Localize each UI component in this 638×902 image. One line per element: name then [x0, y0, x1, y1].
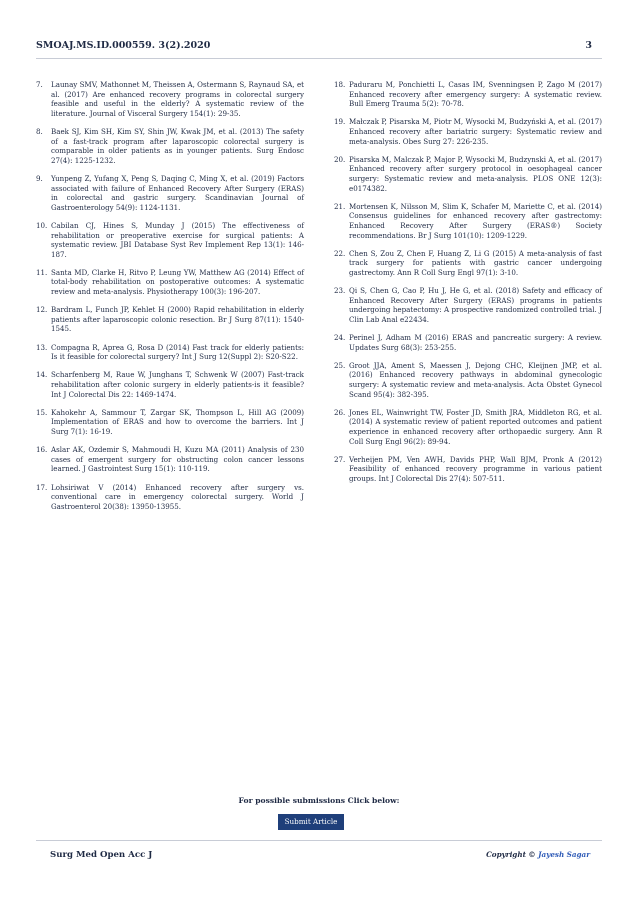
reference-item — [334, 155, 602, 193]
reference-number: 7. — [36, 80, 43, 89]
reference-item — [334, 202, 602, 240]
reference-number: 17. — [36, 482, 48, 492]
reference-item — [36, 370, 304, 399]
page-header — [36, 40, 592, 51]
reference-item — [36, 127, 304, 165]
reference-item — [36, 408, 304, 437]
reference-number: 15. — [36, 407, 48, 417]
header-divider — [36, 58, 602, 59]
reference-text: Mortensen K, Nilsson M, Slim K, Schafer M, Mariette C, et al. (2014) Consensus guidelines for enhanced recovery after gastrectomy: Enhanced Recovery After Surgery (ERAS®) Society recommendations. Br J Surg 101(10): 1209-1229. — [349, 201, 602, 240]
reference-item — [334, 455, 602, 484]
copyright-notice — [486, 850, 590, 859]
reference-item — [334, 117, 602, 146]
reference-text: Verheijen PM, Ven AWH, Davids PHP, Wall BJM, Pronk A (2012) Feasibility of enhanced recovery programme in various patient groups. Int J Colorectal Dis 27(4): 507-511. — [349, 454, 602, 483]
reference-number: 20. — [334, 154, 346, 164]
document-id: SMOAJ.MS.ID.000559. 3(2).2020 — [36, 40, 211, 51]
copyright-prefix: Copyright © — [486, 850, 536, 859]
reference-number: 19. — [334, 117, 346, 127]
reference-item — [36, 483, 304, 512]
reference-item — [36, 268, 304, 297]
reference-item — [334, 80, 602, 109]
references-left-column — [36, 80, 304, 520]
reference-text: Yunpeng Z, Yufang X, Peng S, Daqing C, Ming X, et al. (2019) Factors associated with failure of Enhanced Recovery After Surgery (ERAS) in colorectal and gastric surgery. Scandinavian Journal of Gastroenterology 54(9): 1124-1131. — [51, 173, 304, 212]
references-right-column — [334, 80, 602, 520]
reference-number: 25. — [334, 360, 346, 370]
reference-item — [334, 286, 602, 324]
footer-divider — [36, 840, 602, 841]
reference-text: Baek SJ, Kim SH, Kim SY, Shin JW, Kwak JM, et al. (2013) The safety of a fast-track program after laparoscopic colorectal surgery is comparable in older patients as in younger patients. Surg Endosc 27(4): 1225-1232. — [51, 126, 304, 165]
reference-text: Compagna R, Aprea G, Rosa D (2014) Fast track for elderly patients: Is it feasible for colorectal surgery? Int J Surg 12(Suppl 2): S20-S22. — [51, 342, 304, 362]
reference-item — [334, 361, 602, 399]
reference-number: 23. — [334, 286, 346, 296]
reference-number: 24. — [334, 333, 346, 343]
reference-number: 18. — [334, 80, 346, 89]
reference-text: Scharfenberg M, Raue W, Junghans T, Schwenk W (2007) Fast-track rehabilitation after colonic surgery in elderly patients-is it feasible? Int J Colorectal Dis 22: 1469-1474. — [51, 370, 304, 399]
submission-prompt: For possible submissions Click below: — [238, 796, 400, 805]
reference-text: Paduraru M, Ponchietti L, Casas IM, Svenningsen P, Zago M (2017) Enhanced recovery after emergency surgery: A systematic review. Bull Emerg Trauma 5(2): 70-78. — [349, 80, 602, 109]
reference-item — [36, 445, 304, 474]
journal-name: Surg Med Open Acc J — [50, 850, 153, 860]
reference-number: 14. — [36, 370, 48, 380]
reference-number: 21. — [334, 201, 346, 211]
reference-text: Jones EL, Wainwright TW, Foster JD, Smith JRA, Middleton RG, et al. (2014) A systematic review of patient reported outcomes and patient experience in enhanced recovery after orthopaedic surgery. Ann R Coll Surg Engl 96(2): 89-94. — [349, 407, 602, 446]
reference-number: 10. — [36, 220, 48, 230]
reference-number: 22. — [334, 248, 346, 258]
reference-text: Pisarska M, Malczak P, Major P, Wysocki M, Budzynski A, et al. (2017) Enhanced recovery after surgery protocol in oesophageal cancer surgery: Systematic review and meta-analysis. PLOS ONE 12(3): e0174382. — [349, 154, 602, 193]
reference-item — [334, 333, 602, 352]
reference-text: Launay SMV, Mathonnet M, Theissen A, Ostermann S, Raynaud SA, et al. (2017) Are enhanced recovery programs in colorectal surgery feasible and useful in the elderly? A systematic review of the literature. Journal of Visceral Surgery 154(1): 29-35. — [51, 80, 304, 118]
reference-number: 16. — [36, 445, 48, 455]
reference-text: Santa MD, Clarke H, Ritvo P, Leung YW, Matthew AG (2014) Effect of total-body rehabilitation on postoperative outcomes: A systematic review and meta-analysis. Physiotherapy 100(3): 196-207. — [51, 267, 304, 297]
reference-text: Kahokehr A, Sammour T, Zargar SK, Thompson L, Hill AG (2009) Implementation of ERAS and how to overcome the barriers. Int J Surg 7(1): 16-19. — [51, 407, 304, 436]
reference-text: Aslar AK, Ozdemir S, Mahmoudi H, Kuzu MA (2011) Analysis of 230 cases of emergent surgery for obstructing colon cancer lessons learned. J Gastrointest Surg 15(1): 110-119. — [51, 445, 304, 474]
copyright-author-link[interactable]: Jayesh Sagar — [538, 850, 590, 859]
reference-item — [334, 408, 602, 446]
reference-item — [36, 305, 304, 334]
reference-text: Perinel J, Adham M (2016) ERAS and pancreatic surgery: A review. Updates Surg 68(3): 253-255. — [349, 333, 602, 352]
page-number: 3 — [585, 40, 592, 51]
reference-item — [334, 249, 602, 278]
reference-number: 8. — [36, 126, 43, 136]
reference-item — [36, 221, 304, 259]
references-section — [36, 80, 602, 520]
reference-number: 27. — [334, 454, 346, 464]
submit-article-button[interactable]: Submit Article — [278, 814, 344, 830]
reference-number: 11. — [36, 267, 48, 277]
reference-number: 26. — [334, 407, 346, 417]
reference-number: 12. — [36, 305, 48, 315]
reference-text: Chen S, Zou Z, Chen F, Huang Z, Li G (2015) A meta-analysis of fast track surgery for patients with gastric cancer undergoing gastrectomy. Ann R Coll Surg Engl 97(1): 3-10. — [349, 248, 602, 277]
reference-number: 13. — [36, 342, 48, 352]
page-footer — [50, 850, 590, 860]
reference-text: Lohsiriwat V (2014) Enhanced recovery after surgery vs. conventional care in emergency colorectal surgery. World J Gastroenterol 20(38): 13950-13955. — [51, 482, 304, 511]
reference-item — [36, 343, 304, 362]
reference-text: Qi S, Chen G, Cao P, Hu J, He G, et al. (2018) Safety and efficacy of Enhanced Recovery After Surgery (ERAS) programs in patients undergoing hepatectomy: A prospective randomized controlled trial. J Clin Lab Anal e22434. — [349, 286, 602, 324]
reference-text: Groot JJA, Ament S, Maessen J, Dejong CHC, Kleijnen JMP, et al. (2016) Enhanced recovery pathways in abdominal gynecologic surgery: A systematic review and meta-analysis. Acta Obstet Gynecol Scand 95(4): 382-395. — [349, 360, 602, 399]
reference-number: 9. — [36, 173, 43, 183]
reference-text: Cabilan CJ, Hines S, Munday J (2015) The effectiveness of rehabilitation or preoperative exercise for surgical patients: A systematic review. JBI Database Syst Rev Implement Rep 13(1): 146-187. — [51, 220, 304, 259]
reference-text: Bardram L, Funch JP, Kehlet H (2000) Rapid rehabilitation in elderly patients after laparoscopic colonic resection. Br J Surg 87(11): 1540-1545. — [51, 305, 304, 334]
reference-item — [36, 174, 304, 212]
reference-text: Małczak P, Pisarska M, Piotr M, Wysocki M, Budzyński A, et al. (2017) Enhanced recovery after bariatric surgery: Systematic review and meta-analysis. Obes Surg 27: 226-235. — [349, 117, 602, 146]
reference-item — [36, 80, 304, 118]
